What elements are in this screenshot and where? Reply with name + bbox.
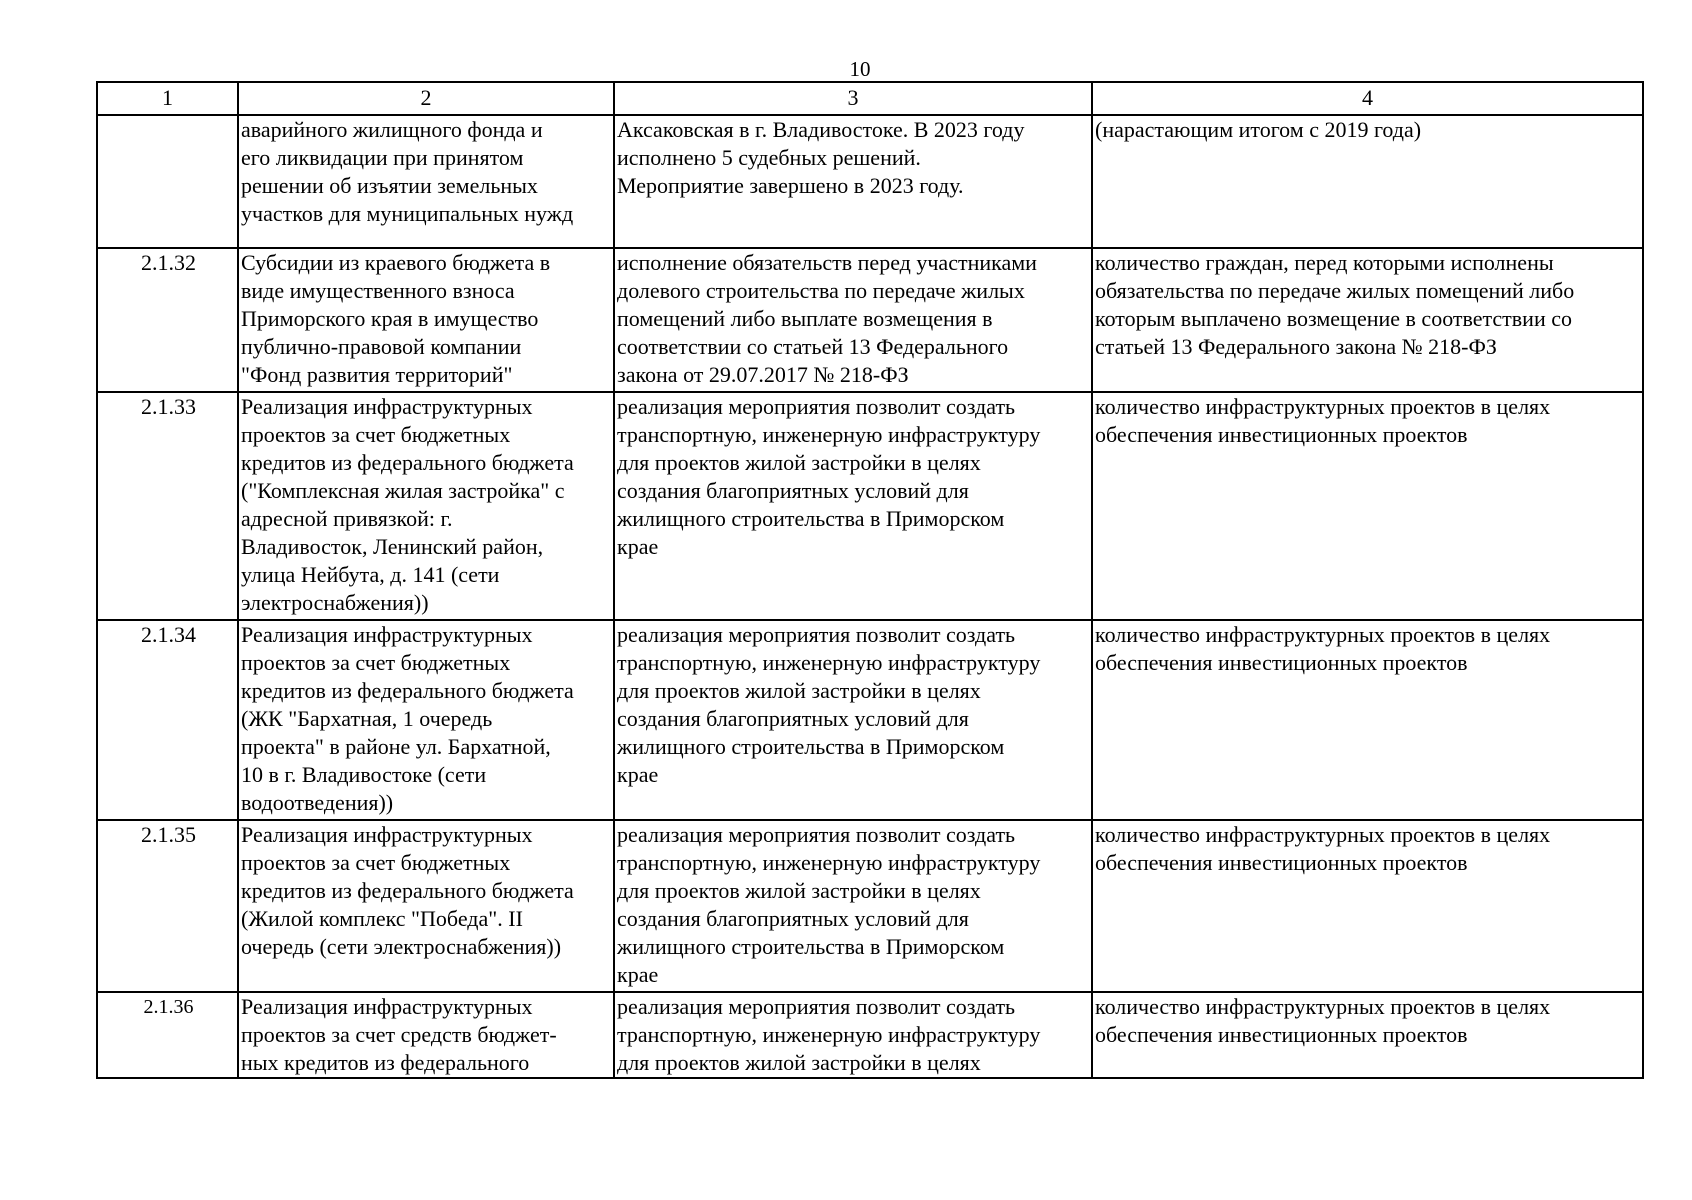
indicator-cell: количество инфраструктурных проектов в целях обеспечения инвестиционных проектов bbox=[1092, 392, 1643, 620]
table-row bbox=[97, 992, 1643, 1078]
page-number: 10 bbox=[849, 57, 871, 81]
table-row bbox=[97, 115, 1643, 248]
row-number-cell: 2.1.35 bbox=[97, 820, 238, 992]
row-number-cell: 2.1.36 bbox=[97, 992, 238, 1078]
indicator-cell: количество инфраструктурных проектов в целях обеспечения инвестиционных проектов bbox=[1092, 992, 1643, 1078]
column-header-4: 4 bbox=[1092, 82, 1643, 115]
indicator-cell: количество граждан, перед которыми исполнены обязательства по передаче жилых помещений либо которым выплачено возмещение в соответствии со статьей 13 Федерального закона № 218-ФЗ bbox=[1092, 248, 1643, 392]
measure-name-cell: Реализация инфраструктурных проектов за счет бюджетных кредитов из федерального бюджета ("Комплексная жилая застройка" с адресной привязкой: г. Владивосток, Ленинский район, улица Нейбута, д. 141 (сети электроснабжения)) bbox=[238, 392, 614, 620]
measure-name-cell: Реализация инфраструктурных проектов за счет средств бюджет- ных кредитов из федерального bbox=[238, 992, 614, 1078]
expected-result-cell: реализация мероприятия позволит создать транспортную, инженерную инфраструктуру для проектов жилой застройки в целях создания благоприятных условий для жилищного строительства в Приморском крае bbox=[614, 620, 1092, 820]
table-row bbox=[97, 820, 1643, 992]
column-header-3: 3 bbox=[614, 82, 1092, 115]
indicator-cell: количество инфраструктурных проектов в целях обеспечения инвестиционных проектов bbox=[1092, 820, 1643, 992]
row-number-cell: 2.1.34 bbox=[97, 620, 238, 820]
table-header-row bbox=[97, 82, 1643, 115]
row-number-cell: 2.1.33 bbox=[97, 392, 238, 620]
indicator-cell: количество инфраструктурных проектов в целях обеспечения инвестиционных проектов bbox=[1092, 620, 1643, 820]
table-row bbox=[97, 248, 1643, 392]
measures-table bbox=[96, 81, 1644, 1079]
expected-result-cell: реализация мероприятия позволит создать транспортную, инженерную инфраструктуру для проектов жилой застройки в целях bbox=[614, 992, 1092, 1078]
expected-result-cell: реализация мероприятия позволит создать транспортную, инженерную инфраструктуру для проектов жилой застройки в целях создания благоприятных условий для жилищного строительства в Приморском крае bbox=[614, 392, 1092, 620]
column-header-1: 1 bbox=[97, 82, 238, 115]
expected-result-cell: Аксаковская в г. Владивостоке. В 2023 году исполнено 5 судебных решений. Мероприятие завершено в 2023 году. bbox=[614, 115, 1092, 248]
measure-name-cell: Субсидии из краевого бюджета в виде имущественного взноса Приморского края в имущество публично-правовой компании "Фонд развития территорий" bbox=[238, 248, 614, 392]
indicator-cell: (нарастающим итогом с 2019 года) bbox=[1092, 115, 1643, 248]
measure-name-cell: Реализация инфраструктурных проектов за счет бюджетных кредитов из федерального бюджета (Жилой комплекс "Победа". II очередь (сети электроснабжения)) bbox=[238, 820, 614, 992]
expected-result-cell: реализация мероприятия позволит создать транспортную, инженерную инфраструктуру для проектов жилой застройки в целях создания благоприятных условий для жилищного строительства в Приморском крае bbox=[614, 820, 1092, 992]
expected-result-cell: исполнение обязательств перед участниками долевого строительства по передаче жилых помещений либо выплате возмещения в соответствии со статьей 13 Федерального закона от 29.07.2017 № 218-ФЗ bbox=[614, 248, 1092, 392]
measure-name-cell: аварийного жилищного фонда и его ликвидации при принятом решении об изъятии земельных участков для муниципальных нужд bbox=[238, 115, 614, 248]
row-number-cell bbox=[97, 115, 238, 248]
row-number-cell: 2.1.32 bbox=[97, 248, 238, 392]
column-header-2: 2 bbox=[238, 82, 614, 115]
table-row bbox=[97, 392, 1643, 620]
measure-name-cell: Реализация инфраструктурных проектов за счет бюджетных кредитов из федерального бюджета (ЖК "Бархатная, 1 очередь проекта" в районе ул. Бархатной, 10 в г. Владивостоке (сети водоотведения)) bbox=[238, 620, 614, 820]
table-row bbox=[97, 620, 1643, 820]
